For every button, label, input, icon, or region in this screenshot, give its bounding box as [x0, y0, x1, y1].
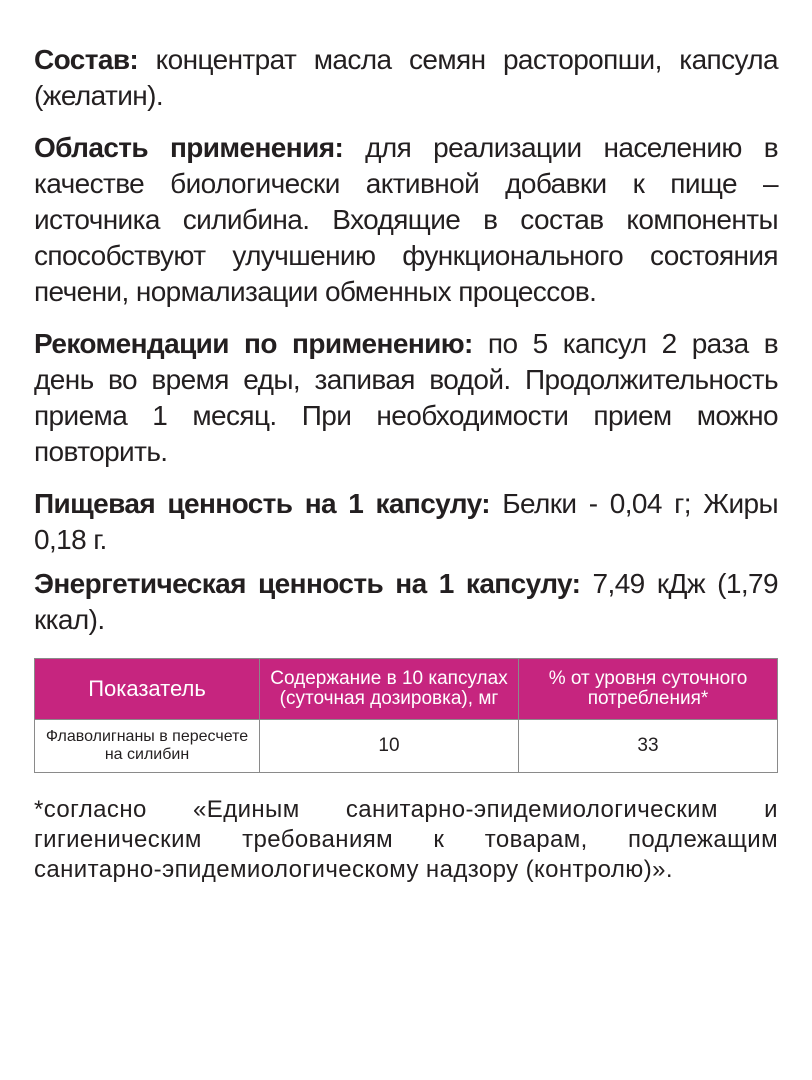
nutrition-table [34, 658, 778, 773]
nutrition-label: Пищевая ценность на 1 капсулу: [34, 488, 490, 519]
energy-paragraph [34, 566, 778, 638]
header-content: Содержание в 10 капсулах (суточная дозировка), мг [260, 659, 519, 720]
composition-text: концентрат масла семян расторопши, капсула (желатин). [34, 44, 778, 111]
header-percent: % от уровня суточного потребления* [519, 659, 778, 720]
table-header-row [35, 659, 778, 720]
nutrition-paragraph [34, 486, 778, 558]
energy-label: Энергетическая ценность на 1 капсулу: [34, 568, 581, 599]
scope-paragraph [34, 130, 778, 310]
energy-text: 7,49 кДж (1,79 ккал). [34, 568, 778, 635]
footnote: *согласно «Единым санитарно-эпидемиологическим и гигиеническим требованиям к товарам, подлежащим санитарно-эпидемиологическому надзору (контролю)». [34, 796, 778, 883]
cell-content: 10 [260, 720, 519, 773]
composition-label: Состав: [34, 44, 139, 75]
cell-percent: 33 [519, 720, 778, 773]
cell-indicator: Флаволигнаны в пересчете на силибин [35, 720, 260, 773]
scope-text: для реализации населению в качестве биологически активной добавки к пище – источника силибина. Входящие в состав компоненты способствуют улучшению функционального состояния печени, нормализации обменных процессов. [34, 132, 778, 307]
scope-label: Область применения: [34, 132, 344, 163]
composition-paragraph [34, 42, 778, 114]
table-row [35, 720, 778, 773]
recommendations-paragraph [34, 326, 778, 470]
header-indicator: Показатель [35, 659, 260, 720]
recommendations-text: по 5 капсул 2 раза в день во время еды, запивая водой. Продолжительность приема 1 месяц. При необходимости прием можно повторить. [34, 328, 778, 467]
nutrition-text: Белки - 0,04 г; Жиры 0,18 г. [34, 488, 778, 555]
recommendations-label: Рекомендации по применению: [34, 328, 473, 359]
